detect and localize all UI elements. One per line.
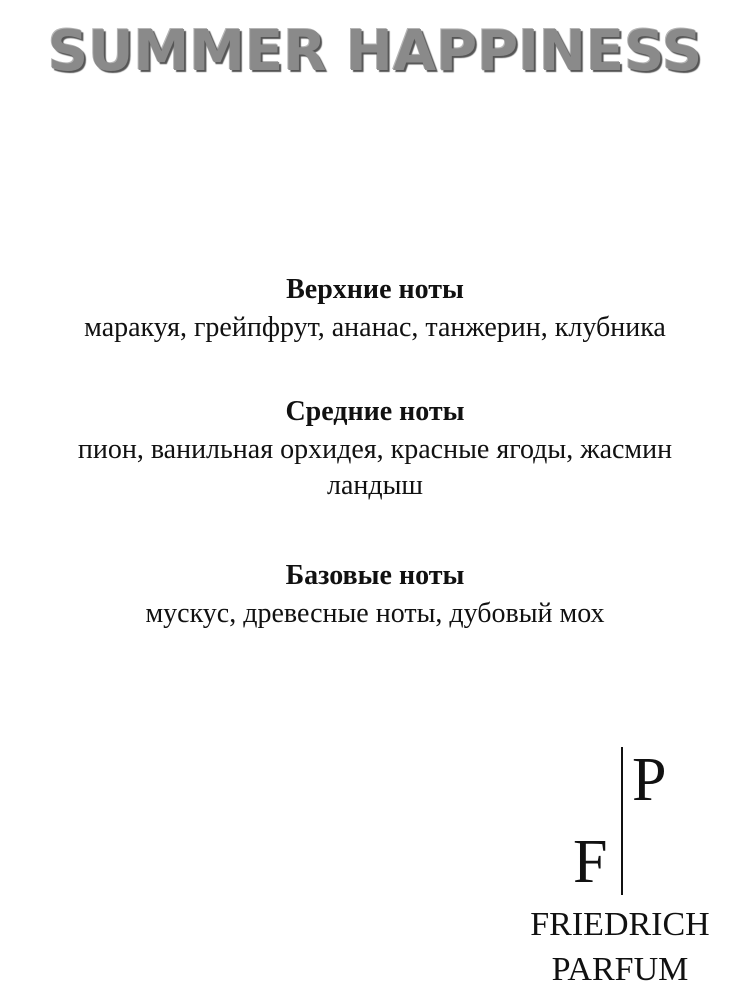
middle-notes-section bbox=[0, 392, 750, 504]
base-notes-list: мускус, древесные ноты, дубовый мох bbox=[145, 598, 605, 629]
middle-notes-heading: Средние ноты bbox=[285, 396, 465, 427]
middle-notes-list-line2: ландыш bbox=[326, 470, 423, 501]
base-notes-section bbox=[0, 556, 750, 632]
logo-letter-p: P bbox=[632, 746, 667, 814]
brand-name-line2: PARFUM bbox=[551, 951, 689, 988]
middle-notes-list-line1: пион, ванильная орхидея, красные ягоды, жасмин bbox=[77, 434, 673, 465]
top-notes-heading: Верхние ноты bbox=[286, 274, 464, 305]
logo-divider bbox=[621, 747, 623, 895]
top-notes-list: маракуя, грейпфрут, ананас, танжерин, клубника bbox=[84, 312, 666, 343]
product-title: SUMMER HAPPINESS bbox=[47, 19, 703, 84]
logo-letter-f: F bbox=[573, 828, 608, 896]
base-notes-heading: Базовые ноты bbox=[285, 560, 465, 591]
brand-name-line1: FRIEDRICH bbox=[530, 906, 710, 943]
top-notes-section bbox=[0, 270, 750, 346]
brand-logo bbox=[500, 745, 740, 995]
